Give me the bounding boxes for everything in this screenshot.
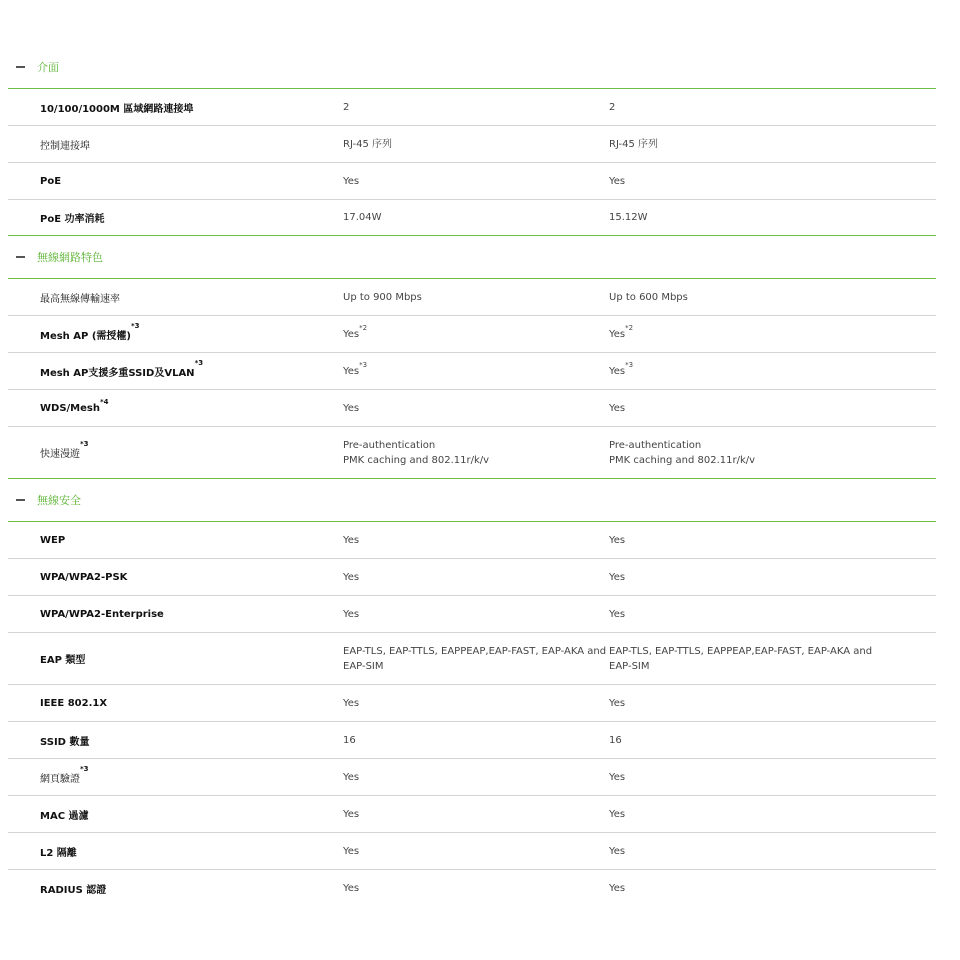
- model-2-value: [609, 290, 904, 305]
- footnote-ref: *3: [80, 764, 89, 773]
- value-line: [343, 401, 609, 416]
- model-1-value: [310, 174, 609, 189]
- spec-label-text: Mesh AP支援多重SSID及VLAN: [40, 367, 195, 379]
- value-line: [343, 438, 609, 453]
- value-line: [609, 323, 904, 342]
- spec-row: [8, 163, 936, 200]
- value-text: EAP-TLS, EAP-TTLS, EAPPEAP,EAP-FAST, EAP-AKA and: [343, 645, 607, 657]
- spec-label-text: RADIUS 認證: [40, 885, 107, 896]
- value-line: [609, 100, 904, 115]
- spec-row: [8, 833, 936, 870]
- value-text: 17.04W: [343, 212, 382, 223]
- spec-label-text: WPA/WPA2-Enterprise: [40, 608, 164, 620]
- model-2-value: [609, 174, 904, 189]
- spec-label: [8, 881, 310, 896]
- value-line: [343, 696, 609, 711]
- spec-row: [8, 559, 936, 596]
- value-line: [343, 323, 609, 342]
- spec-label-text: Mesh AP (需授權): [40, 330, 131, 342]
- model-2-value: [609, 770, 904, 785]
- spec-label-text: L2 隔離: [40, 847, 77, 859]
- value-text: Yes: [609, 175, 626, 187]
- value-line: [343, 607, 609, 622]
- spec-label-text: WDS/Mesh: [40, 402, 100, 414]
- section-header[interactable]: [8, 236, 936, 279]
- value-line: [343, 881, 609, 896]
- value-text: Yes: [609, 328, 626, 340]
- spec-label-text: IEEE 802.1X: [40, 697, 108, 709]
- spec-row: [8, 796, 936, 833]
- spec-row: [8, 427, 936, 479]
- value-line: [609, 401, 904, 416]
- spec-row: [8, 316, 936, 353]
- footnote-ref: *3: [625, 360, 634, 369]
- value-text: Yes: [343, 402, 360, 414]
- value-text: Yes: [609, 771, 626, 783]
- footnote-ref: *3: [80, 440, 89, 448]
- value-line: [343, 137, 609, 152]
- value-text: Yes: [609, 571, 626, 583]
- spec-label-text: 快速漫遊: [40, 449, 80, 460]
- spec-label-text: SSID 數量: [40, 736, 90, 748]
- spec-label-text: 最高無線傳輸速率: [40, 293, 120, 305]
- spec-label: [8, 609, 310, 620]
- value-text: Yes: [609, 402, 626, 414]
- value-text: RJ-45 序列: [343, 138, 393, 150]
- model-1-value: [310, 807, 609, 822]
- spec-row: [8, 596, 936, 633]
- value-line: [343, 844, 609, 859]
- value-text: Yes: [609, 697, 626, 709]
- value-line: [343, 453, 609, 468]
- value-line: [343, 174, 609, 189]
- value-text: PMK caching and 802.11r/k/v: [609, 454, 756, 466]
- model-2-value: [609, 323, 904, 342]
- value-text: Yes: [343, 175, 360, 187]
- spec-label-text: 控制連接埠: [40, 140, 90, 152]
- value-line: [609, 644, 904, 659]
- spec-row: [8, 353, 936, 390]
- model-2-value: [609, 438, 904, 468]
- value-text: 16: [609, 734, 622, 746]
- spec-label: [8, 844, 310, 859]
- value-text: Yes: [609, 883, 626, 894]
- value-text: EAP-SIM: [609, 660, 650, 672]
- spec-label: [8, 137, 310, 152]
- value-line: [609, 438, 904, 453]
- value-line: [343, 659, 609, 674]
- footnote-ref: *2: [625, 323, 634, 332]
- section-title: 無線網路特色: [37, 251, 103, 264]
- minus-icon[interactable]: [16, 66, 25, 68]
- value-line: [609, 733, 904, 748]
- minus-icon[interactable]: [16, 256, 25, 258]
- model-2-value: [609, 881, 904, 896]
- spec-label: [8, 176, 310, 187]
- spec-label-text: MAC 過濾: [40, 810, 89, 822]
- value-text: 16: [343, 734, 356, 746]
- value-text: Pre-authentication: [343, 439, 436, 451]
- value-line: [609, 770, 904, 785]
- section-header[interactable]: [8, 479, 936, 522]
- spec-label: [8, 535, 310, 546]
- spec-row: [8, 89, 936, 126]
- spec-label: [8, 764, 310, 785]
- model-2-value: [609, 644, 904, 674]
- spec-row: [8, 759, 936, 796]
- value-line: [609, 696, 904, 711]
- spec-row: [8, 633, 936, 685]
- value-line: [609, 881, 904, 896]
- value-line: [343, 533, 609, 548]
- model-1-value: [310, 881, 609, 896]
- minus-icon[interactable]: [16, 499, 25, 501]
- spec-label-text: WPA/WPA2-PSK: [40, 571, 128, 583]
- value-line: [343, 733, 609, 748]
- footnote-ref: *3: [130, 321, 140, 330]
- model-1-value: [310, 533, 609, 548]
- spec-table: [8, 46, 936, 907]
- value-text: Yes: [609, 365, 626, 377]
- value-text: EAP-SIM: [343, 660, 384, 672]
- spec-label: [8, 733, 310, 748]
- model-1-value: [310, 770, 609, 785]
- model-1-value: [310, 360, 609, 379]
- spec-row: [8, 200, 936, 236]
- value-line: [609, 174, 904, 189]
- model-1-value: [310, 401, 609, 416]
- value-text: RJ-45 序列: [609, 138, 659, 150]
- value-line: [343, 807, 609, 822]
- value-text: Yes: [343, 771, 360, 783]
- value-text: 2: [609, 101, 616, 113]
- value-text: EAP-TLS, EAP-TTLS, EAPPEAP,EAP-FAST, EAP-AKA and: [609, 645, 873, 657]
- model-2-value: [609, 401, 904, 416]
- spec-row: [8, 390, 936, 427]
- model-1-value: [310, 323, 609, 342]
- spec-row: [8, 522, 936, 559]
- value-line: [609, 607, 904, 622]
- spec-label: [8, 572, 310, 583]
- value-line: [609, 210, 904, 225]
- footnote-ref: *2: [359, 323, 368, 332]
- spec-label-text: PoE: [40, 175, 62, 187]
- section-header[interactable]: [8, 46, 936, 89]
- value-text: Up to 600 Mbps: [609, 291, 688, 303]
- model-1-value: [310, 100, 609, 115]
- value-text: Yes: [343, 534, 360, 546]
- value-text: 2: [343, 101, 350, 113]
- model-1-value: [310, 844, 609, 859]
- value-line: [609, 659, 904, 674]
- spec-label: [8, 290, 310, 305]
- value-line: [343, 644, 609, 659]
- model-1-value: [310, 607, 609, 622]
- spec-label-text: 10/100/1000M 區域網路連接埠: [40, 103, 194, 115]
- value-text: Yes: [343, 328, 360, 340]
- model-2-value: [609, 733, 904, 748]
- value-text: Yes: [343, 365, 360, 377]
- value-line: [343, 770, 609, 785]
- spec-row: [8, 279, 936, 316]
- spec-label: [8, 651, 310, 666]
- value-line: [609, 137, 904, 152]
- model-2-value: [609, 137, 904, 152]
- value-line: [343, 290, 609, 305]
- spec-label-text: WEP: [40, 534, 66, 546]
- value-text: Pre-authentication: [609, 439, 702, 451]
- spec-label: [8, 397, 310, 414]
- spec-label: [8, 210, 310, 225]
- value-text: Yes: [343, 845, 360, 857]
- value-line: [609, 844, 904, 859]
- model-1-value: [310, 438, 609, 468]
- model-1-value: [310, 290, 609, 305]
- model-1-value: [310, 644, 609, 674]
- model-1-value: [310, 210, 609, 225]
- model-2-value: [609, 210, 904, 225]
- value-line: [609, 290, 904, 305]
- spec-label-text: EAP 類型: [40, 655, 86, 666]
- value-text: Yes: [609, 808, 626, 820]
- value-line: [609, 453, 904, 468]
- model-1-value: [310, 733, 609, 748]
- footnote-ref: *3: [359, 360, 368, 369]
- spec-label: [8, 358, 310, 379]
- model-2-value: [609, 607, 904, 622]
- section-title: 無線安全: [37, 494, 81, 507]
- value-text: Yes: [609, 845, 626, 857]
- model-2-value: [609, 807, 904, 822]
- value-line: [343, 360, 609, 379]
- value-line: [609, 360, 904, 379]
- spec-row: [8, 685, 936, 722]
- model-2-value: [609, 100, 904, 115]
- spec-row: [8, 870, 936, 907]
- model-2-value: [609, 696, 904, 711]
- spec-label-text: 網頁驗證: [40, 773, 80, 785]
- value-line: [609, 807, 904, 822]
- model-2-value: [609, 844, 904, 859]
- spec-label: [8, 698, 310, 709]
- model-2-value: [609, 533, 904, 548]
- value-line: [609, 570, 904, 585]
- spec-label: [8, 440, 310, 460]
- footnote-ref: *3: [194, 358, 204, 367]
- spec-row: [8, 722, 936, 759]
- value-text: Yes: [609, 534, 626, 546]
- footnote-ref: *4: [100, 397, 109, 406]
- value-text: Yes: [343, 608, 360, 620]
- spec-label: [8, 807, 310, 822]
- value-text: Yes: [343, 571, 360, 583]
- value-text: 15.12W: [609, 212, 648, 223]
- value-text: Up to 900 Mbps: [343, 291, 422, 303]
- value-text: PMK caching and 802.11r/k/v: [343, 454, 490, 466]
- model-2-value: [609, 360, 904, 379]
- value-line: [343, 210, 609, 225]
- model-1-value: [310, 137, 609, 152]
- spec-label: [8, 321, 310, 342]
- model-1-value: [310, 696, 609, 711]
- section-title: 介面: [37, 61, 59, 74]
- value-line: [343, 570, 609, 585]
- value-text: Yes: [609, 608, 626, 620]
- value-line: [609, 533, 904, 548]
- value-text: Yes: [343, 883, 360, 894]
- model-1-value: [310, 570, 609, 585]
- model-2-value: [609, 570, 904, 585]
- spec-row: [8, 126, 936, 163]
- spec-label: [8, 100, 310, 115]
- value-line: [343, 100, 609, 115]
- value-text: Yes: [343, 697, 360, 709]
- spec-label-text: PoE 功率消耗: [40, 214, 105, 225]
- value-text: Yes: [343, 808, 360, 820]
